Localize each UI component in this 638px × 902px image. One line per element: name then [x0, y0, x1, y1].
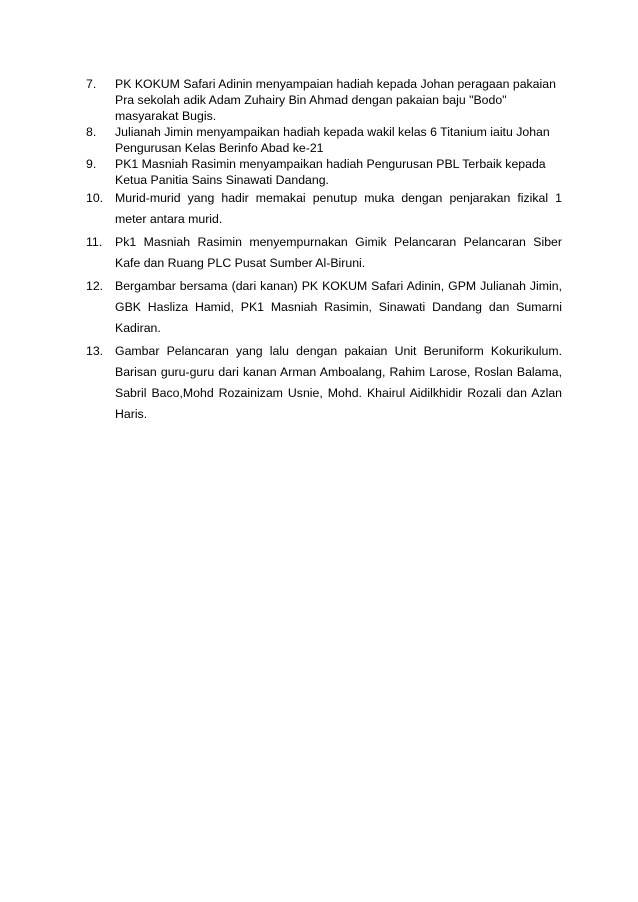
list-item [86, 124, 562, 156]
list-item-text: Pk1 Masniah Rasimin menyempurnakan Gimik Pelancaran Pelancaran Siber Kafe dan Ruang PLC Pusat Sumber Al-Biruni. [115, 235, 562, 270]
list-item-number: 10. [86, 191, 104, 205]
list-item [86, 188, 562, 230]
list-item-number: 13. [86, 344, 104, 358]
list-item-text: Murid-murid yang hadir memakai penutup muka dengan penjarakan fizikal 1 meter antara murid. [115, 191, 562, 226]
caption-list [86, 76, 562, 425]
list-item-number: 8. [86, 125, 97, 139]
list-item-number: 12. [86, 279, 104, 293]
list-item [86, 156, 562, 188]
list-item-text: Julianah Jimin menyampaikan hadiah kepada wakil kelas 6 Titanium iaitu Johan Pengurusan Kelas Berinfo Abad ke-21 [115, 125, 550, 155]
list-item [86, 232, 562, 274]
list-item-number: 7. [86, 77, 97, 91]
list-item [86, 341, 562, 425]
list-item [86, 276, 562, 339]
list-item-text: PK1 Masniah Rasimin menyampaikan hadiah Pengurusan PBL Terbaik kepada Ketua Panitia Sains Sinawati Dandang. [115, 157, 546, 187]
list-item-number: 11. [86, 235, 103, 249]
list-item-text: Gambar Pelancaran yang lalu dengan pakaian Unit Beruniform Kokurikulum. Barisan guru-guru dari kanan Arman Amboalang, Rahim Larose, Roslan Balama, Sabril Baco,Mohd Rozainizam Usnie, Mohd. Khairul Aidilkhidir Rozali dan Azlan Haris. [115, 344, 562, 421]
list-item [86, 76, 562, 124]
list-item-number: 9. [86, 157, 97, 171]
list-item-text: Bergambar bersama (dari kanan) PK KOKUM Safari Adinin, GPM Julianah Jimin, GBK Hasliza Hamid, PK1 Masniah Rasimin, Sinawati Dandang dan Sumarni Kadiran. [115, 279, 562, 335]
list-item-text: PK KOKUM Safari Adinin menyampaian hadiah kepada Johan peragaan pakaian Pra sekolah adik Adam Zuhairy Bin Ahmad dengan pakaian baju "Bodo" masyarakat Bugis. [115, 77, 556, 123]
